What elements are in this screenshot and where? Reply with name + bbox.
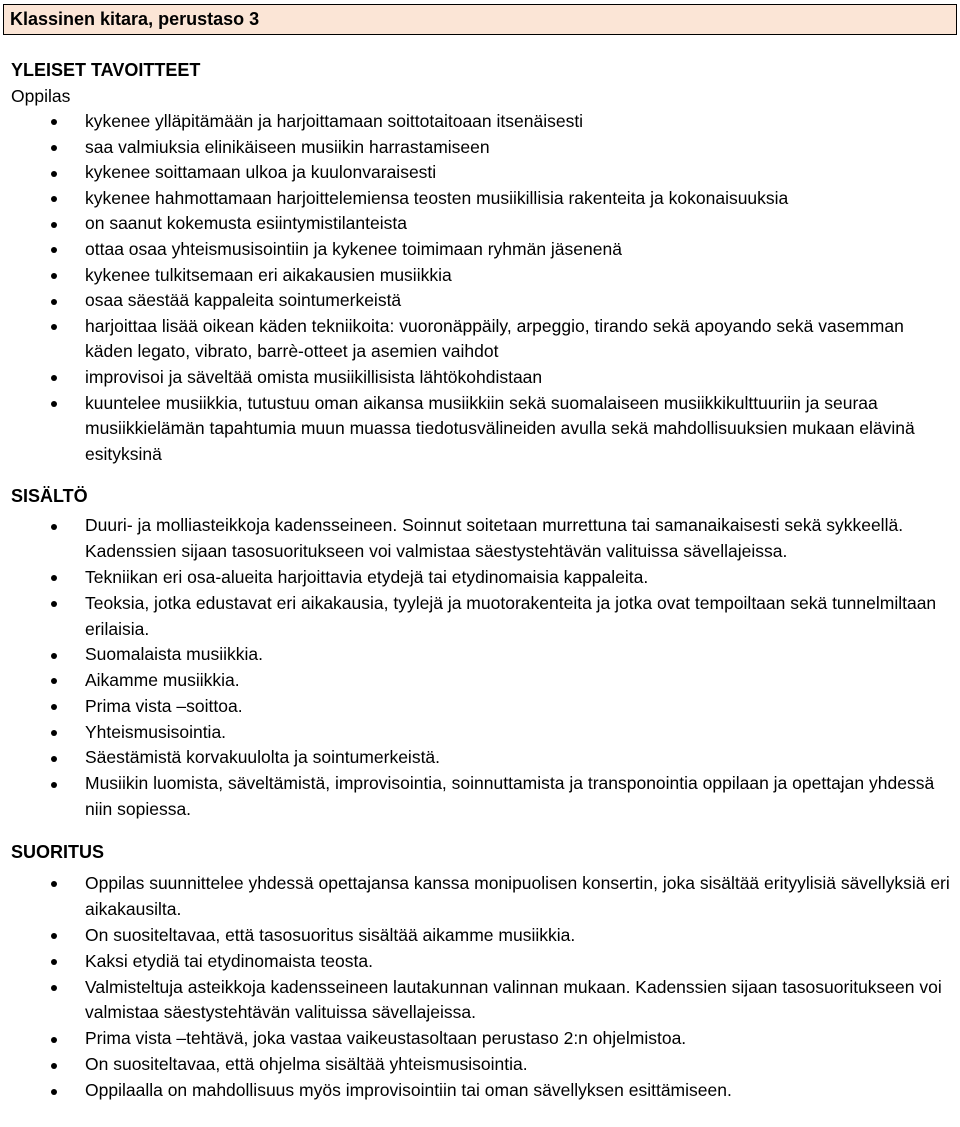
bullet-icon bbox=[50, 923, 57, 949]
list-item bbox=[11, 771, 951, 823]
list-item bbox=[11, 211, 951, 237]
list-item-text: kuuntelee musiikkia, tutustuu oman aikansa musiikkiin sekä suomalaiseen musiikkikulttuuriin ja seuraa musiikkielämän tapahtumia muun muassa tiedotusvälineiden avulla sekä mahdollisuuksien mukaan elävinä esityksinä bbox=[85, 392, 915, 464]
bullet-icon bbox=[50, 391, 57, 417]
list-item-text: Yhteismusisointia. bbox=[85, 721, 227, 742]
bullet-icon bbox=[50, 565, 57, 591]
performance-heading: SUORITUS bbox=[11, 841, 105, 862]
list-item-text: harjoittaa lisää oikean käden tekniikoita: vuoronäppäily, arpeggio, tirando sekä apoyando sekä vasemman käden legato, vibrato, barrè-otteet ja asemien vaihdot bbox=[85, 315, 904, 362]
list-item-text: Teoksia, jotka edustavat eri aikakausia, tyylejä ja muotorakenteita ja jotka ovat tempoiltaan sekä tunnelmiltaan erilaisia. bbox=[85, 592, 937, 639]
list-item bbox=[11, 513, 951, 565]
list-item bbox=[11, 871, 951, 923]
list-item bbox=[11, 745, 951, 771]
bullet-icon bbox=[50, 745, 57, 771]
bullet-icon bbox=[50, 186, 57, 212]
bullet-icon bbox=[50, 591, 57, 617]
bullet-icon bbox=[50, 771, 57, 797]
list-item bbox=[11, 694, 951, 720]
list-item bbox=[11, 1078, 951, 1104]
list-item bbox=[11, 565, 951, 591]
list-item-text: kykenee hahmottamaan harjoittelemiensa teosten musiikillisia rakenteita ja kokonaisuuksia bbox=[85, 187, 789, 208]
list-item-text: Tekniikan eri osa-alueita harjoittavia etydejä tai etydinomaisia kappaleita. bbox=[85, 566, 649, 587]
list-item bbox=[11, 391, 951, 468]
list-item bbox=[11, 1052, 951, 1078]
list-item bbox=[11, 237, 951, 263]
list-item-text: On suositeltavaa, että tasosuoritus sisältää aikamme musiikkia. bbox=[85, 924, 576, 945]
list-item-text: saa valmiuksia elinikäiseen musiikin harrastamiseen bbox=[85, 136, 490, 157]
bullet-icon bbox=[50, 109, 57, 135]
bullet-icon bbox=[50, 871, 57, 897]
list-item-text: Valmisteltuja asteikkoja kadensseineen lautakunnan valinnan mukaan. Kadenssien sijaan tasosuoritukseen voi valmistaa säestystehtävän valituissa sävellajeissa. bbox=[85, 976, 942, 1023]
content-list bbox=[11, 513, 951, 823]
list-item-text: Aikamme musiikkia. bbox=[85, 670, 240, 691]
bullet-icon bbox=[50, 1078, 57, 1104]
list-item bbox=[11, 591, 951, 643]
bullet-icon bbox=[50, 135, 57, 161]
list-item-text: Oppilas suunnittelee yhdessä opettajansa kanssa monipuolisen konsertin, joka sisältää erityylisiä sävellyksiä eri aikakausilta. bbox=[85, 872, 950, 919]
list-item bbox=[11, 949, 951, 975]
list-item bbox=[11, 365, 951, 391]
list-item bbox=[11, 288, 951, 314]
list-item-text: Kaksi etydiä tai etydinomaista teosta. bbox=[85, 950, 373, 971]
bullet-icon bbox=[50, 513, 57, 539]
list-item bbox=[11, 923, 951, 949]
list-item bbox=[11, 1026, 951, 1052]
bullet-icon bbox=[50, 263, 57, 289]
list-item-text: Prima vista –tehtävä, joka vastaa vaikeustasoltaan perustaso 2:n ohjelmistoa. bbox=[85, 1028, 687, 1049]
general-goals-heading: YLEISET TAVOITTEET bbox=[11, 60, 201, 80]
list-item bbox=[11, 135, 951, 161]
bullet-icon bbox=[50, 1026, 57, 1052]
list-item-text: Oppilaalla on mahdollisuus myös improvisointiin tai oman sävellyksen esittämiseen. bbox=[85, 1080, 732, 1101]
list-item-text: kykenee ylläpitämään ja harjoittamaan soittotaitoaan itsenäisesti bbox=[85, 111, 584, 131]
list-item bbox=[11, 668, 951, 694]
list-item bbox=[11, 263, 951, 289]
bullet-icon bbox=[50, 975, 57, 1001]
performance-list bbox=[11, 871, 951, 1104]
list-item bbox=[11, 975, 951, 1027]
list-item-text: Musiikin luomista, säveltämistä, improvisointia, soinnuttamista ja transponointia oppilaan ja opettajan yhdessä niin sopiessa. bbox=[85, 773, 935, 820]
list-item bbox=[11, 186, 951, 212]
bullet-icon bbox=[50, 1052, 57, 1078]
document-title: Klassinen kitara, perustaso 3 bbox=[3, 4, 957, 35]
list-item-text: on saanut kokemusta esiintymistilanteista bbox=[85, 213, 407, 234]
list-item-text: ottaa osaa yhteismusisointiin ja kykenee toimimaan ryhmän jäsenenä bbox=[85, 238, 622, 259]
content-heading: SISÄLTÖ bbox=[11, 486, 88, 507]
list-item-text: Prima vista –soittoa. bbox=[85, 695, 243, 716]
bullet-icon bbox=[50, 288, 57, 314]
list-item bbox=[11, 642, 951, 668]
list-item-text: Duuri- ja molliasteikkoja kadensseineen. Soinnut soitetaan murrettuna tai samanaikaisesti sekä sykkeellä. Kadenssien sijaan tasosuoritukseen voi valmistaa säestystehtävän valituissa sävellajeissa. bbox=[85, 515, 904, 562]
list-item bbox=[11, 160, 951, 186]
bullet-icon bbox=[50, 694, 57, 720]
general-goals-intro: Oppilas bbox=[11, 86, 71, 106]
list-item-text: kykenee soittamaan ulkoa ja kuulonvaraisesti bbox=[85, 162, 437, 183]
bullet-icon bbox=[50, 668, 57, 694]
bullet-icon bbox=[50, 211, 57, 237]
bullet-icon bbox=[50, 237, 57, 263]
bullet-icon bbox=[50, 314, 57, 340]
bullet-icon bbox=[50, 365, 57, 391]
list-item bbox=[11, 109, 951, 135]
list-item-text: kykenee tulkitsemaan eri aikakausien musiikkia bbox=[85, 264, 452, 285]
list-item bbox=[11, 314, 951, 365]
list-item bbox=[11, 720, 951, 746]
list-item-text: osaa säestää kappaleita sointumerkeistä bbox=[85, 290, 402, 311]
bullet-icon bbox=[50, 949, 57, 975]
document-body bbox=[11, 56, 951, 1104]
bullet-icon bbox=[50, 160, 57, 186]
general-goals-list bbox=[11, 109, 951, 467]
bullet-icon bbox=[50, 720, 57, 746]
bullet-icon bbox=[50, 642, 57, 668]
list-item-text: improvisoi ja säveltää omista musiikillisista lähtökohdistaan bbox=[85, 366, 543, 387]
list-item-text: Suomalaista musiikkia. bbox=[85, 644, 263, 665]
list-item-text: Säestämistä korvakuulolta ja sointumerkeistä. bbox=[85, 747, 441, 768]
list-item-text: On suositeltavaa, että ohjelma sisältää yhteismusisointia. bbox=[85, 1054, 528, 1075]
